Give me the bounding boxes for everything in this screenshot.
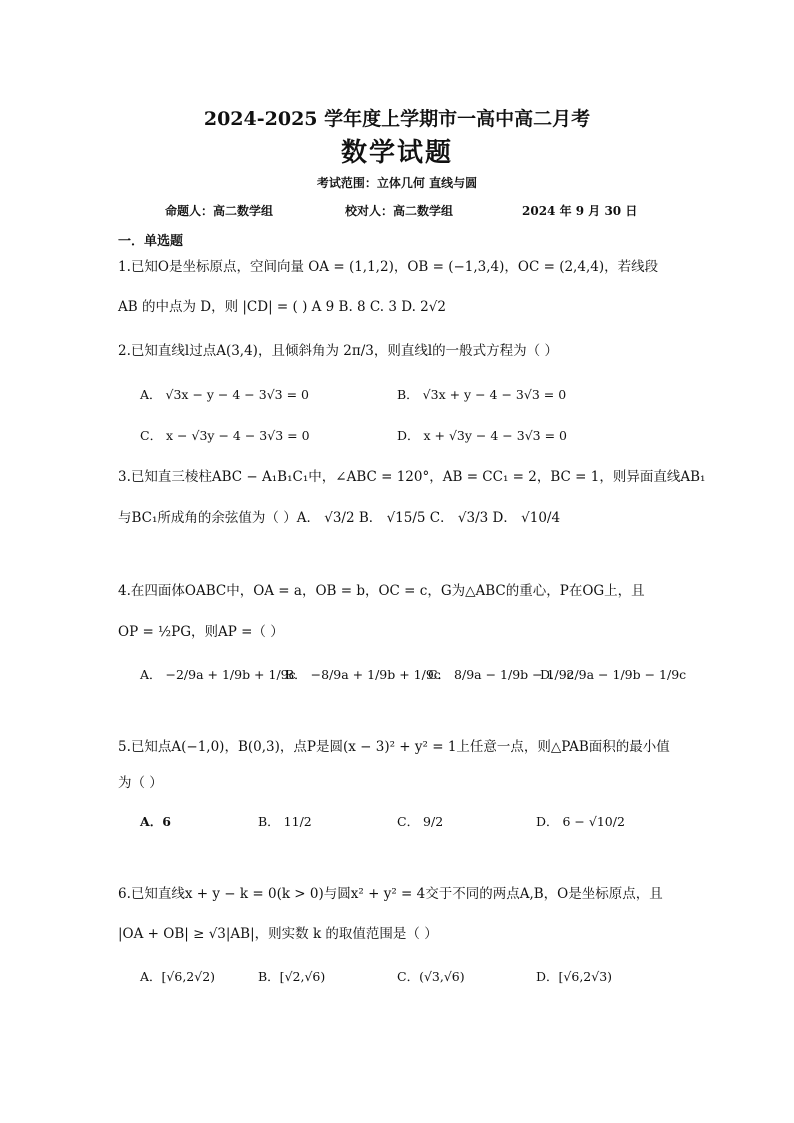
- question-5-line-1: 5.已知点A(−1,0)，B(0,3)，点P是圆(x − 3)² + y² = 1上任意一点，则△PAB面积的最小值: [118, 739, 670, 755]
- question-1-line-1: 1.已知O是坐标原点，空间向量 OA = (1,1,2)，OB = (−1,3,4)，OC = (2,4,4)，若线段: [118, 259, 659, 275]
- question-2-option-b: B． √3x + y − 4 − 3√3 = 0: [397, 387, 567, 402]
- exam-date: 2024 年 9 月 30 日: [522, 204, 638, 218]
- question-6-option-a: A．[√6,2√2): [140, 969, 216, 984]
- section-title: 一．单选题: [118, 234, 184, 249]
- question-4-option-d: D． 2/9a − 1/9b − 1/9c: [540, 667, 687, 682]
- question-2-stem: 2.已知直线l过点A(3,4)，且倾斜角为 2π/3，则直线l的一般式方程为（ ）: [118, 343, 558, 359]
- question-2-option-c: C． x − √3y − 4 − 3√3 = 0: [140, 428, 310, 443]
- question-6-line-1: 6.已知直线x + y − k = 0(k > 0)与圆x² + y² = 4交于不同的两点A,B，O是坐标原点，且: [118, 886, 663, 902]
- question-5-option-b: B． 11/2: [258, 814, 312, 829]
- exam-checker: 校对人：高二数学组: [345, 204, 454, 218]
- question-3-line-2: 与BC₁所成角的余弦值为（ ）A． √3/2 B． √15/5 C． √3/3 D． √10/4: [118, 510, 561, 526]
- question-5-option-a: A．6: [140, 814, 171, 829]
- exam-author: 命题人：高二数学组: [165, 204, 274, 218]
- question-4-line-1: 4.在四面体OABC中，OA = a，OB = b，OC = c，G为△ABC的重心，P在OG上，且: [118, 583, 645, 599]
- question-2-option-a: A． √3x − y − 4 − 3√3 = 0: [140, 387, 309, 402]
- question-6-option-b: B．[√2,√6): [258, 969, 326, 984]
- exam-scope: 考试范围：立体几何 直线与圆: [316, 176, 478, 190]
- question-4-line-2: OP = ½PG，则AP =（ ）: [118, 624, 284, 640]
- question-3-line-1: 3.已知直三棱柱ABC − A₁B₁C₁中，∠ABC = 120°，AB = CC₁ = 2，BC = 1，则异面直线AB₁: [118, 469, 706, 485]
- question-6-option-c: C．(√3,√6): [397, 969, 465, 984]
- question-6-option-d: D．[√6,2√3): [536, 969, 613, 984]
- question-6-line-2: |OA + OB| ≥ √3|AB|，则实数 k 的取值范围是（ ）: [118, 926, 438, 942]
- question-1-line-2: AB 的中点为 D，则 |CD| = ( ) A 9 B. 8 C. 3 D. 2√2: [118, 299, 446, 315]
- question-4-option-c: C． 8/9a − 1/9b − 1/9c: [428, 667, 574, 682]
- question-5-line-2: 为（ ）: [118, 775, 163, 791]
- exam-subject-title: 数学试题: [340, 138, 453, 168]
- question-5-option-c: C． 9/2: [397, 814, 444, 829]
- question-5-option-d: D． 6 − √10/2: [536, 814, 625, 829]
- question-2-option-d: D． x + √3y − 4 − 3√3 = 0: [397, 428, 567, 443]
- question-4-option-a: A． −2/9a + 1/9b + 1/9c: [140, 667, 296, 682]
- exam-title: 2024-2025 学年度上学期市一高中高二月考: [203, 108, 591, 130]
- question-4-option-b: B． −8/9a + 1/9b + 1/9c: [285, 667, 441, 682]
